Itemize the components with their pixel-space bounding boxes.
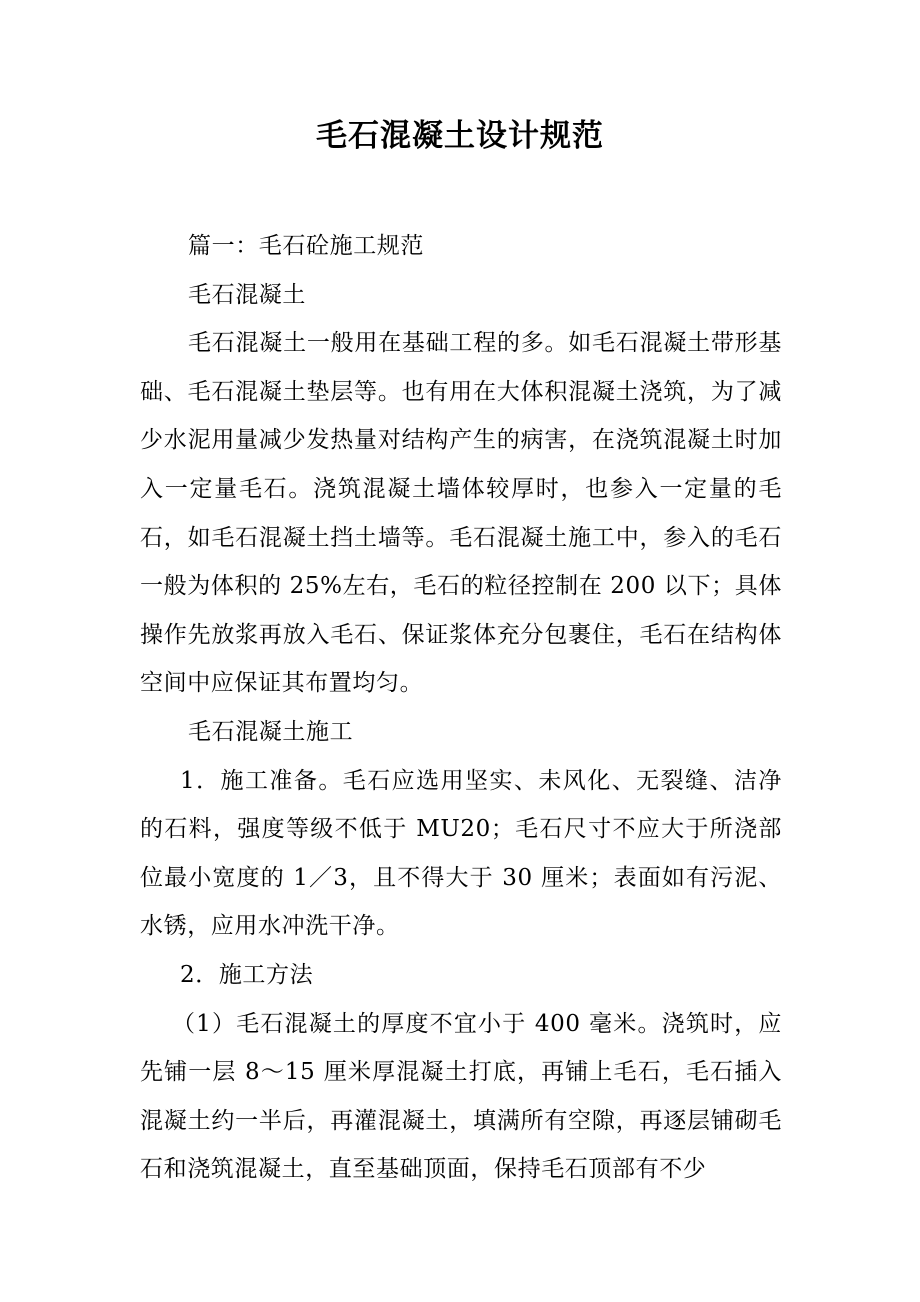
document-body [140, 222, 782, 1194]
section-heading-rubble-concrete: 毛石混凝土 [188, 281, 306, 308]
paragraph-construction-method: 2．施工方法 [180, 961, 314, 988]
paragraph-method-step-1: （1）毛石混凝土的厚度不宜小于 400 毫米。浇筑时，应先铺一层 8～15 厘米厚混凝土打底，再铺上毛石，毛石插入混凝土约一半后，再灌混凝土，填满所有空隙，再逐层铺砌毛石和浇筑混凝土，直至基础顶面，保持毛石顶部有不少 [140, 1010, 782, 1183]
document-title: 毛石混凝土设计规范 [316, 118, 604, 154]
section-heading-part-one: 篇一：毛石砼施工规范 [188, 233, 424, 259]
section-heading-construction: 毛石混凝土施工 [188, 718, 354, 745]
paragraph-construction-preparation: 1．施工准备。毛石应选用坚实、未风化、无裂缝、洁净的石料，强度等级不低于 MU20；毛石尺寸不应大于所浇部位最小宽度的 1／3，且不得大于 30 厘米；表面如有污泥、水锈，应用水冲洗干净。 [140, 767, 782, 940]
paragraph-rubble-concrete-overview: 毛石混凝土一般用在基础工程的多。如毛石混凝土带形基础、毛石混凝土垫层等。也有用在大体积混凝土浇筑，为了减少水泥用量减少发热量对结构产生的病害，在浇筑混凝土时加入一定量毛石。浇筑混凝土墙体较厚时，也参入一定量的毛石，如毛石混凝土挡土墙等。毛石混凝土施工中，参入的毛石一般为体积的 25%左右，毛石的粒径控制在 200 以下；具体操作先放浆再放入毛石、保证浆体充分包裹住，毛石在结构体空间中应保证其布置均匀。 [140, 330, 782, 697]
